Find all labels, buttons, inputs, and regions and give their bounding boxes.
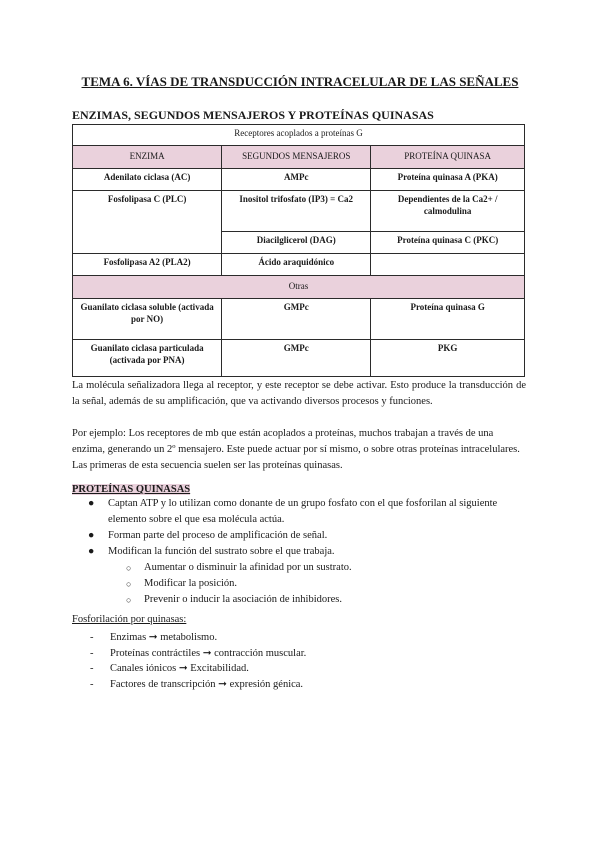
- example-paragraph: Por ejemplo: Los receptores de mb que están acoplados a proteínas, muchos trabajan a través de una enzima, generando un 2º mensajero. Este puede actuar por sí mismo, o sobre otras proteínas intracelulares. Las primeras de esta secuencia suelen ser las proteínas quinasas.: [72, 428, 520, 471]
- table-row: [73, 169, 525, 191]
- enzymes-table: [72, 124, 525, 377]
- list-item-text: Prevenir o inducir la asociación de inhibidores.: [144, 594, 342, 605]
- table-cell: Fosfolipasa C (PLC): [73, 191, 222, 254]
- list-item-text: Aumentar o disminuir la afinidad por un sustrato.: [144, 562, 352, 573]
- bullet-icon: ●: [88, 546, 95, 557]
- list-item: [84, 544, 526, 608]
- table-cell: Diacilglicerol (DAG): [222, 232, 371, 254]
- quinasas-heading: PROTEÍNAS QUINASAS: [72, 484, 191, 495]
- list-item: [88, 646, 306, 662]
- table-cell: AMPc: [222, 169, 371, 191]
- dash-icon: -: [90, 663, 94, 674]
- list-item-text: Enzimas ➞ metabolismo.: [110, 632, 218, 643]
- header-segundos-mensajeros: SEGUNDOS MENSAJEROS: [222, 146, 371, 169]
- table-row: [73, 299, 525, 340]
- circle-bullet-icon: ○: [126, 579, 132, 589]
- table-cell: Proteína quinasa G: [371, 299, 525, 340]
- header-enzima: ENZIMA: [73, 146, 222, 169]
- table-cell: Ácido araquidónico: [222, 254, 371, 276]
- circle-bullet-icon: ○: [126, 595, 132, 605]
- quinasas-list: [84, 496, 526, 608]
- list-item: [108, 560, 526, 576]
- table-cell: Adenilato ciclasa (AC): [73, 169, 222, 191]
- list-item: [88, 677, 306, 693]
- dash-icon: -: [90, 632, 94, 643]
- table-cell: Guanilato ciclasa particulada (activada por PNA): [73, 340, 222, 377]
- table-cell: Guanilato ciclasa soluble (activada por NO): [73, 299, 222, 340]
- list-item: [108, 592, 526, 608]
- bullet-icon: ●: [88, 530, 95, 541]
- table-row: [73, 340, 525, 377]
- list-item-text: Factores de transcripción ➞ expresión génica.: [110, 678, 304, 690]
- table-cell: GMPc: [222, 299, 371, 340]
- table-cell: PKG: [371, 340, 525, 377]
- table-cell: Inositol trifosfato (IP3) = Ca2: [222, 191, 371, 232]
- dash-icon: -: [90, 647, 94, 659]
- bullet-icon: ●: [88, 498, 95, 509]
- intro-paragraph: La molécula señalizadora llega al receptor, y este receptor se debe activar. Esto produce la transducción de la señal, además de su amplificación, que va activando diversos procesos y funciones.: [72, 380, 526, 407]
- circle-bullet-icon: ○: [126, 563, 132, 573]
- list-item: [88, 630, 306, 646]
- fosforilacion-list: [88, 630, 306, 692]
- list-item: [84, 528, 526, 544]
- header-proteina-quinasa: PROTEÍNA QUINASA: [371, 146, 525, 169]
- list-item: [88, 661, 306, 677]
- list-item: [108, 576, 526, 592]
- table-caption: Receptores acoplados a proteínas G: [73, 125, 525, 146]
- table-cell: Proteína quinasa C (PKC): [371, 232, 525, 254]
- table-cell: [371, 254, 525, 276]
- table-cell: Fosfolipasa A2 (PLA2): [73, 254, 222, 276]
- table-row: [73, 191, 525, 232]
- list-item-text: Modificar la posición.: [144, 578, 238, 589]
- list-item: [84, 496, 526, 528]
- table-row: [73, 254, 525, 276]
- section-subtitle: ENZIMAS, SEGUNDOS MENSAJEROS Y PROTEÍNAS QUINASAS: [72, 108, 434, 122]
- fosforilacion-heading: Fosforilación por quinasas:: [72, 614, 187, 625]
- list-item-text: Canales iónicos ➞ Excitabilidad.: [110, 663, 249, 674]
- document-title: TEMA 6. VÍAS DE TRANSDUCCIÓN INTRACELULAR DE LAS SEÑALES: [81, 74, 519, 89]
- list-item-text: Forman parte del proceso de amplificación de señal.: [108, 530, 328, 541]
- table-cell: Proteína quinasa A (PKA): [371, 169, 525, 191]
- list-item-text: Modifican la función del sustrato sobre el que trabaja.: [108, 546, 335, 557]
- dash-icon: -: [90, 678, 94, 690]
- list-item-text: Captan ATP y lo utilizan como donante de un grupo fosfato con el que fosforilan al siguiente elemento sobre el que esa molécula actúa.: [108, 498, 498, 525]
- table-cell: Dependientes de la Ca2+ / calmodulina: [371, 191, 525, 232]
- table-cell: GMPc: [222, 340, 371, 377]
- list-item-text: Proteínas contráctiles ➞ contracción muscular.: [110, 647, 307, 659]
- table-otras-label: Otras: [73, 276, 525, 299]
- quinasas-sublist: [108, 560, 526, 608]
